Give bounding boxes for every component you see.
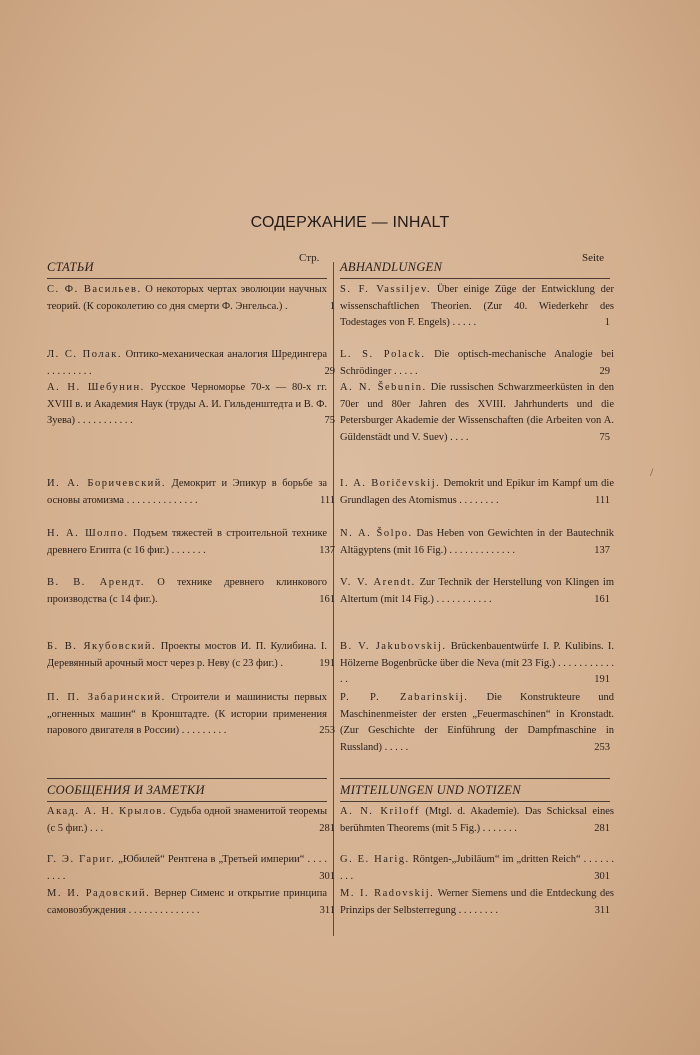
entry-title: Die russischen Schwarzmeerküsten in den 70er und 80er Jahren des XVIII. Jahrhunderts und die Petersburger Akademie der Wissenschaften (die Arbeiten von A. Güldenstädt und V. Suev) . . . . xyxy=(340,382,615,443)
entry-page: 75 xyxy=(599,431,610,443)
section-rule xyxy=(340,278,610,279)
page-title: СОДЕРЖАНИЕ — INHALT xyxy=(250,214,450,231)
entry-title: Werner Siemens und die Entdeckung des Prinzips der Selbsterregung . . . . . . . . xyxy=(340,888,614,916)
entry-page: 161 xyxy=(319,593,335,605)
entry-title: О некоторых чертах эволюции научных теорий. (К сороколетию со дня смерти Ф. Энгельса.) . xyxy=(47,284,328,312)
entry-page: 253 xyxy=(594,741,610,753)
entry-author: Б. В. Якубовский. xyxy=(47,641,157,652)
entry-author: I. A. Boričevskij. xyxy=(340,478,441,489)
entry-page: 111 xyxy=(320,494,335,506)
entry-page: 281 xyxy=(594,822,610,834)
entry-title: Демокрит и Эпикур в борьбе за основы атомизма . . . . . . . . . . . . . . xyxy=(47,478,327,506)
entry-author: A. N. Kriloff xyxy=(340,806,420,817)
toc-entry xyxy=(340,380,614,446)
entry-page: 75 xyxy=(324,415,335,426)
entry-title: Проекты мостов И. П. Кулибина. I. Деревянный арочный мост через р. Неву (с 23 фиг.) . xyxy=(47,641,328,669)
entry-author: S. F. Vassiljev. xyxy=(340,284,432,295)
entry-author: Акад. А. Н. Крылов. xyxy=(47,806,167,817)
entry-page: 253 xyxy=(319,725,335,736)
entry-author: V. V. Arendt. xyxy=(340,577,416,588)
entry-author: М. И. Радовский. xyxy=(47,888,151,899)
entry-page: 137 xyxy=(594,544,610,556)
entry-title: Über einige Züge der Entwicklung der wissenschaftlichen Theorien. (Zur 40. Wiederkehr des Todestages von F. Engels) . . . . . xyxy=(340,284,614,328)
entry-author: В. В. Арендт. xyxy=(47,577,145,588)
entry-author: П. П. Забаринский. xyxy=(47,692,166,703)
entry-page: 1 xyxy=(329,300,335,312)
toc-entry xyxy=(340,804,614,837)
toc-entry xyxy=(340,526,614,559)
entry-page: 111 xyxy=(595,494,610,506)
toc-entry xyxy=(47,690,335,740)
section-heading-abhandlungen: ABHANDLUNGEN xyxy=(340,260,443,274)
entry-author: M. I. Radovskij. xyxy=(340,888,435,899)
entry-author: Л. С. Полак. xyxy=(47,349,122,360)
entry-page: 311 xyxy=(319,904,335,916)
toc-entry xyxy=(340,852,614,885)
toc-entry xyxy=(47,852,335,885)
toc-entry xyxy=(340,347,614,380)
toc-entry xyxy=(47,575,335,608)
entry-author: И. А. Боричевский. xyxy=(47,478,167,489)
entry-author: Н. А. Шолпо. xyxy=(47,528,129,539)
toc-entry xyxy=(47,639,335,672)
entry-page: 281 xyxy=(319,822,335,834)
entry-page: 311 xyxy=(594,904,610,916)
entry-title: Das Heben von Gewichten in der Bautechnik Altägyptens (mit 16 Fig.) . . . . . . . . . . . . . xyxy=(340,528,615,556)
entry-author: B. V. Jakubovskij. xyxy=(340,641,447,652)
entry-page: 1 xyxy=(604,317,610,328)
toc-entry xyxy=(340,886,614,919)
toc-entry xyxy=(340,575,614,608)
entry-title: О технике древнего клинкового производства (с 14 фиг.). xyxy=(47,577,328,605)
entry-page: 161 xyxy=(594,593,610,605)
section-rule xyxy=(340,778,610,779)
toc-entry xyxy=(47,347,335,380)
toc-entry xyxy=(47,476,335,509)
toc-entry xyxy=(340,690,614,756)
entry-page: 191 xyxy=(319,657,335,669)
entry-title: Zur Technik der Herstellung von Klingen im Altertum (mit 14 Fig.) . . . . . . . . . . . xyxy=(340,577,614,605)
section-heading-mitteilungen: MITTEILUNGEN UND NOTIZEN xyxy=(340,783,521,797)
entry-title: Brückenbauentwürfe I. P. Kulibins. I. Hölzerne Bogenbrücke über die Neva (mit 23 Fig.) . . . . . . . . . . . . . xyxy=(340,641,615,685)
entry-author: А. Н. Шебунин. xyxy=(47,382,145,393)
right-page-header: Seite xyxy=(582,252,604,264)
entry-page: 29 xyxy=(324,365,335,377)
entry-title: Вернер Сименс и открытие принципа самовозбуждения . . . . . . . . . . . . . . xyxy=(47,888,327,916)
entry-title: Röntgen-„Jubiläum“ im „dritten Reich“ . . . . . . . . . xyxy=(340,854,615,882)
toc-entry xyxy=(47,380,335,430)
section-rule xyxy=(47,778,327,779)
entry-author: L. S. Polack. xyxy=(340,349,426,360)
entry-page: 29 xyxy=(599,365,610,377)
pencil-mark: / xyxy=(650,465,654,479)
entry-title: Русское Черноморье 70-х — 80-х гг. XVIII в. и Академия Наук (труды А. И. Гильденштедта и В. Ф. Зуева) . . . . . . . . . . . xyxy=(47,382,328,426)
toc-entry xyxy=(340,639,614,689)
entry-title: (Mtgl. d. Akademie). Das Schicksal eines berühmten Theorems (mit 5 Fig.) . . . . . . . xyxy=(340,806,614,834)
toc-entry xyxy=(47,804,335,837)
entry-page: 301 xyxy=(594,870,610,882)
entry-title: Оптико-механическая аналогия Шредингера . . . . . . . . . xyxy=(47,349,327,377)
entry-author: Г. Э. Гариг. xyxy=(47,854,116,865)
entry-title: Die Konstrukteure und Maschinenmeister der ersten „Feuermaschinen“ in Kronstadt. (Zur Geschichte der Einführung der Dampfmaschine in Russland) . . . . . xyxy=(340,692,615,753)
entry-page: 301 xyxy=(319,870,335,882)
entry-page: 191 xyxy=(594,674,610,685)
section-rule xyxy=(47,278,327,279)
entry-author: G. E. Harig. xyxy=(340,854,410,865)
toc-entry xyxy=(340,282,614,332)
entry-title: Строители и машинисты первых „огненных машин“ в Кронштадте. (К истории применения парового двигателя в России) . . . . . . . . . xyxy=(47,692,327,736)
section-heading-soobshcheniya: СООБЩЕНИЯ И ЗАМЕТКИ xyxy=(47,783,205,797)
entry-author: P. P. Zabarinskij. xyxy=(340,692,469,703)
section-rule xyxy=(47,801,327,802)
entry-author: A. N. Šebunin. xyxy=(340,382,427,393)
section-rule xyxy=(340,801,610,802)
toc-entry xyxy=(340,476,614,509)
entry-title: Die optisch-mechanische Analogie bei Schrödinger . . . . . xyxy=(340,349,614,377)
toc-entry xyxy=(47,526,335,559)
entry-title: Demokrit und Epikur im Kampf um die Grundlagen des Atomismus . . . . . . . . xyxy=(340,478,614,506)
entry-page: 137 xyxy=(319,544,335,556)
section-heading-statyi: СТАТЬИ xyxy=(47,260,94,274)
toc-entry xyxy=(47,886,335,919)
toc-entry xyxy=(47,282,335,315)
entry-author: N. A. Šolpo. xyxy=(340,528,413,539)
entry-author: С. Ф. Васильев. xyxy=(47,284,142,295)
entry-title: Подъем тяжестей в строительной технике древнего Египта (с 16 фиг.) . . . . . . . xyxy=(47,528,327,556)
entry-title: „Юбилей“ Рентгена в „Третьей империи“ . . . . . . . . xyxy=(47,854,328,882)
entry-title: Судьба одной знаменитой теоремы (с 5 фиг.) . . . xyxy=(47,806,327,834)
left-page-header: Стр. xyxy=(299,252,320,264)
